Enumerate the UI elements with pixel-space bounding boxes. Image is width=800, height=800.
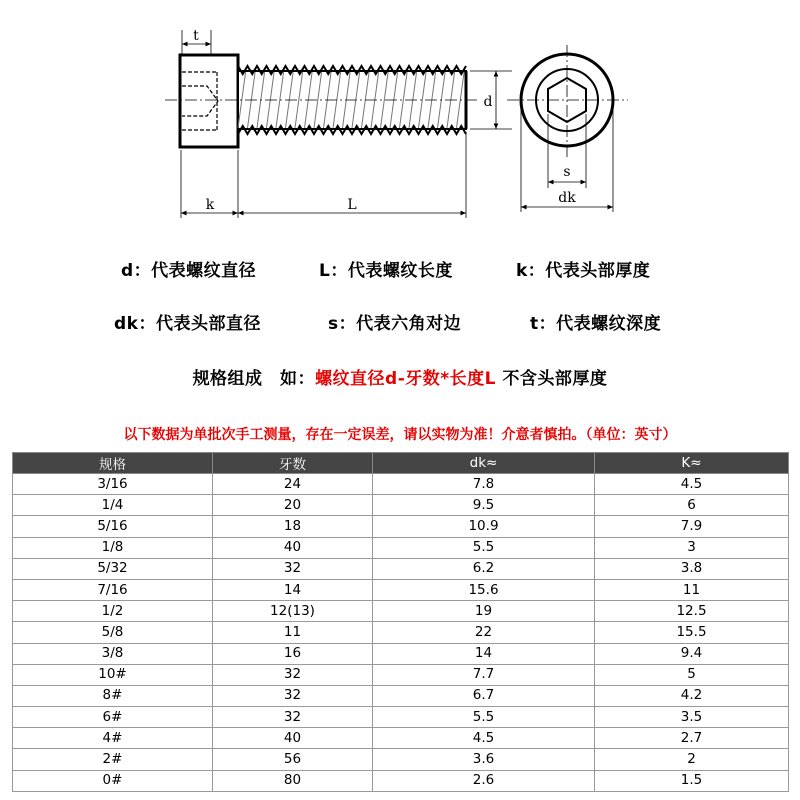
table-cell: 1/8 xyxy=(13,537,213,558)
table-cell: 8# xyxy=(13,685,213,706)
table-cell: 3.8 xyxy=(595,558,789,579)
table-cell: 11 xyxy=(213,622,373,643)
table-cell: 80 xyxy=(213,770,373,791)
table-cell: 10# xyxy=(13,664,213,685)
table-cell: 3.6 xyxy=(373,749,595,770)
legend-t: t：代表螺纹深度 xyxy=(530,314,662,334)
table-cell: 7.8 xyxy=(373,474,595,495)
table-cell: 6.2 xyxy=(373,558,595,579)
label-dk: dk xyxy=(558,190,576,206)
table-cell: 16 xyxy=(213,643,373,664)
spec-highlight: 螺纹直径d-牙数*长度L xyxy=(315,369,497,389)
table-cell: 4.5 xyxy=(373,728,595,749)
table-cell: 5/16 xyxy=(13,516,213,537)
table-cell: 12(13) xyxy=(213,601,373,622)
header-spec: 规格 xyxy=(13,453,213,474)
table-row xyxy=(13,622,789,643)
legend-L: L：代表螺纹长度 xyxy=(319,261,453,281)
table-cell: 6.7 xyxy=(373,685,595,706)
screw-head-side xyxy=(180,55,238,147)
table-row xyxy=(13,770,789,791)
table-cell: 19 xyxy=(373,601,595,622)
legend-d: d：代表螺纹直径 xyxy=(121,261,257,281)
table-row xyxy=(13,707,789,728)
table-cell: 15.6 xyxy=(373,579,595,600)
table-cell: 6# xyxy=(13,707,213,728)
table-cell: 32 xyxy=(213,664,373,685)
table-cell: 3/16 xyxy=(13,474,213,495)
table-header-row xyxy=(13,453,789,474)
table-cell: 0# xyxy=(13,770,213,791)
table-cell: 2.7 xyxy=(595,728,789,749)
table-cell: 6 xyxy=(595,495,789,516)
table-row xyxy=(13,643,789,664)
table-cell: 32 xyxy=(213,685,373,706)
legend-k: k：代表头部厚度 xyxy=(516,261,651,281)
table-row xyxy=(13,728,789,749)
table-cell: 22 xyxy=(373,622,595,643)
header-thread-count: 牙数 xyxy=(213,453,373,474)
dimension-t xyxy=(182,28,211,56)
table-row xyxy=(13,749,789,770)
table-cell: 5/8 xyxy=(13,622,213,643)
legend-s: s：代表六角对边 xyxy=(328,314,462,334)
table-cell: 5 xyxy=(595,664,789,685)
table-cell: 4.5 xyxy=(595,474,789,495)
table-cell: 40 xyxy=(213,728,373,749)
table-cell: 14 xyxy=(213,579,373,600)
table-cell: 3/8 xyxy=(13,643,213,664)
table-row xyxy=(13,537,789,558)
screw-diagram xyxy=(0,0,800,240)
table-row xyxy=(13,474,789,495)
table-cell: 9.5 xyxy=(373,495,595,516)
table-cell: 5.5 xyxy=(373,707,595,728)
label-s: s xyxy=(563,164,571,180)
table-cell: 3.5 xyxy=(595,707,789,728)
table-cell: 5/32 xyxy=(13,558,213,579)
label-d: d xyxy=(483,94,493,110)
spec-prefix: 规格组成 如： xyxy=(192,369,316,389)
table-cell: 14 xyxy=(373,643,595,664)
measurement-notice: 以下数据为单批次手工测量，存在一定误差，请以实物为准！介意者慎拍。（单位：英寸） xyxy=(123,427,677,443)
table-cell: 1/4 xyxy=(13,495,213,516)
table-cell: 2# xyxy=(13,749,213,770)
spec-table xyxy=(12,452,789,792)
table-cell: 56 xyxy=(213,749,373,770)
table-row xyxy=(13,495,789,516)
label-k: k xyxy=(205,197,215,213)
table-cell: 11 xyxy=(595,579,789,600)
table-cell: 7.7 xyxy=(373,664,595,685)
table-row xyxy=(13,685,789,706)
table-row xyxy=(13,664,789,685)
table-cell: 2.6 xyxy=(373,770,595,791)
table-cell: 7.9 xyxy=(595,516,789,537)
header-k: K≈ xyxy=(595,453,789,474)
table-cell: 4# xyxy=(13,728,213,749)
table-cell: 9.4 xyxy=(595,643,789,664)
table-cell: 4.2 xyxy=(595,685,789,706)
legend-row-2 xyxy=(0,309,800,333)
table-row xyxy=(13,558,789,579)
label-L: L xyxy=(347,197,357,213)
table-cell: 40 xyxy=(213,537,373,558)
table-cell: 5.5 xyxy=(373,537,595,558)
table-cell: 3 xyxy=(595,537,789,558)
table-cell: 2 xyxy=(595,749,789,770)
table-cell: 7/16 xyxy=(13,579,213,600)
spec-suffix: 不含头部厚度 xyxy=(496,369,608,389)
header-dk: dk≈ xyxy=(373,453,595,474)
table-cell: 32 xyxy=(213,707,373,728)
table-cell: 18 xyxy=(213,516,373,537)
table-cell: 32 xyxy=(213,558,373,579)
table-cell: 1.5 xyxy=(595,770,789,791)
legend-row-1 xyxy=(0,256,800,280)
label-t: t xyxy=(193,28,199,44)
table-cell: 12.5 xyxy=(595,601,789,622)
table-cell: 1/2 xyxy=(13,601,213,622)
table-cell: 10.9 xyxy=(373,516,595,537)
table-cell: 24 xyxy=(213,474,373,495)
table-cell: 15.5 xyxy=(595,622,789,643)
legend-dk: dk：代表头部直径 xyxy=(114,314,261,334)
table-cell: 20 xyxy=(213,495,373,516)
table-row xyxy=(13,601,789,622)
spec-composition xyxy=(0,364,800,389)
table-row xyxy=(13,579,789,600)
table-row xyxy=(13,516,789,537)
screw-head-end xyxy=(507,45,628,158)
